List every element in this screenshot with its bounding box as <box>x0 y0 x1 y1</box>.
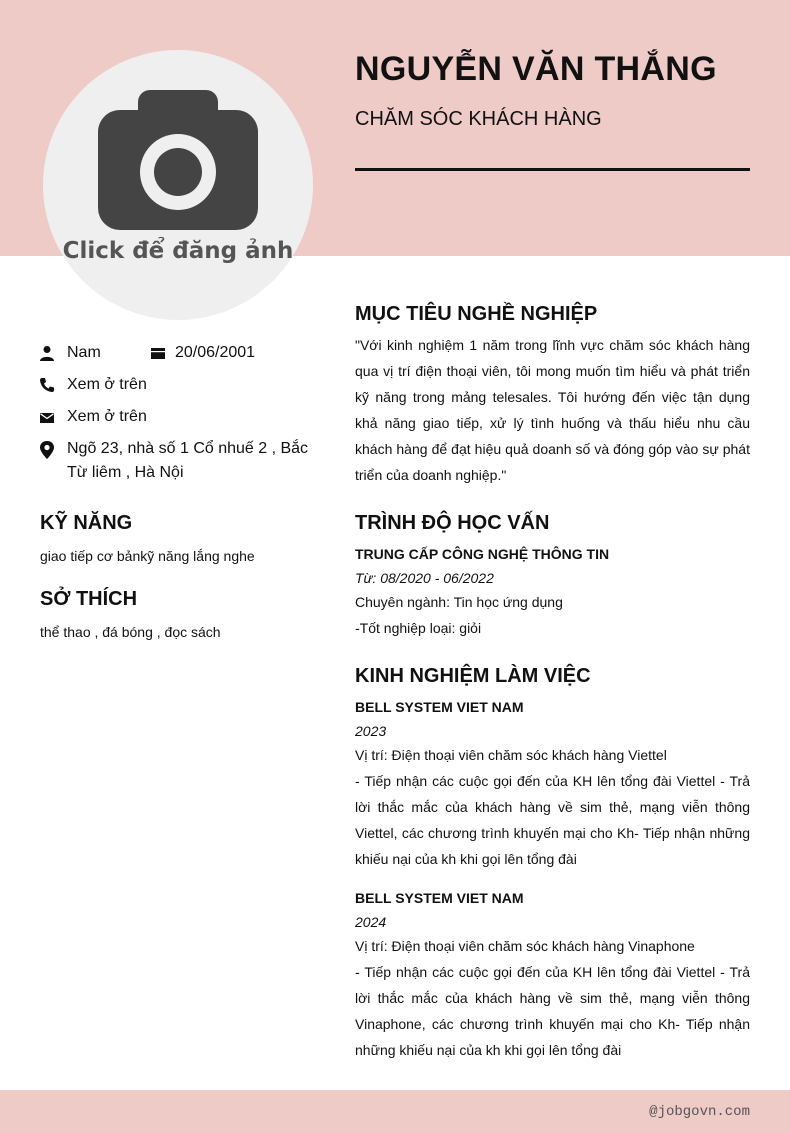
job-company: BELL SYSTEM VIET NAM <box>355 890 524 906</box>
photo-caption: Click để đăng ảnh <box>62 238 294 264</box>
education-grade: -Tốt nghiệp loại: giỏi <box>355 620 482 636</box>
camera-icon <box>98 90 258 230</box>
skills-title: KỸ NĂNG <box>40 512 133 534</box>
phone-value: Xem ở trên <box>67 376 147 393</box>
objective-title: MỤC TIÊU NGHỀ NGHIỆP <box>355 303 598 325</box>
phone-icon <box>39 377 55 393</box>
skills-text: giao tiếp cơ bảnkỹ năng lắng nghe <box>40 548 255 564</box>
job-year: 2024 <box>355 914 387 930</box>
job-year: 2023 <box>355 723 387 739</box>
email-value: Xem ở trên <box>67 408 147 425</box>
gender-value: Nam <box>67 344 101 361</box>
title-divider <box>355 168 750 171</box>
address-line-1: Ngõ 23, nhà số 1 Cổ nhuế 2 , Bắc <box>67 440 309 457</box>
school-name: TRUNG CẤP CÔNG NGHỆ THÔNG TIN <box>355 546 610 562</box>
photo-upload[interactable] <box>43 50 313 320</box>
education-period: Từ: 08/2020 - 06/2022 <box>355 570 494 586</box>
birthdate-value: 20/06/2001 <box>175 344 256 361</box>
candidate-name: NGUYỄN VĂN THẮNG <box>355 50 717 88</box>
job-company: BELL SYSTEM VIET NAM <box>355 699 524 715</box>
education-title: TRÌNH ĐỘ HỌC VẤN <box>355 512 550 534</box>
objective-text: "Với kinh nghiệm 1 năm trong lĩnh vực chăm sóc khách hàng qua vị trí điện thoại viên, tôi mong muốn tìm hiểu và phát triển kỹ năng trong mảng telesales. Tôi hướng đến việc tận dụng khả năng giao tiếp, xử lý tình huống và thấu hiểu nhu cầu khách hàng để đạt hiệu quả doanh số và đóng góp vào sự phát triển của doanh nghiệp." <box>355 337 750 483</box>
job-title: CHĂM SÓC KHÁCH HÀNG <box>355 108 602 130</box>
location-pin-icon <box>39 441 55 459</box>
experience-title: KINH NGHIỆM LÀM VIỆC <box>355 665 591 687</box>
job-position: Vị trí: Điện thoại viên chăm sóc khách hàng Vinaphone <box>355 938 695 954</box>
job-description: - Tiếp nhận các cuộc gọi đến của KH lên tổng đài Viettel - Trả lời thắc mắc của khách hàng về sim thẻ, mạng viễn thông Viettel, các chương trình khuyến mại cho Kh- Tiếp nhận những khiếu nại của kh khi gọi lên tổng đài <box>355 773 750 867</box>
education-major: Chuyên ngành: Tin học ứng dụng <box>355 594 563 610</box>
hobbies-text: thể thao , đá bóng , đọc sách <box>40 624 221 640</box>
footer-credit: @jobgovn.com <box>649 1104 750 1120</box>
job-description: - Tiếp nhận các cuộc gọi đến của KH lên tổng đài Viettel - Trả lời thắc mắc của khách hàng về sim thẻ, mạng viễn thông Vinaphone, các chương trình khuyến mại cho Kh- Tiếp nhận những khiếu nại của kh khi gọi lên tổng đài <box>355 964 750 1058</box>
address-line-2: Từ liêm , Hà Nội <box>67 464 184 481</box>
job-position: Vị trí: Điện thoại viên chăm sóc khách hàng Viettel <box>355 747 667 763</box>
person-icon <box>39 345 55 361</box>
calendar-icon <box>150 345 166 361</box>
hobbies-title: SỞ THÍCH <box>40 588 138 610</box>
mail-icon <box>39 410 55 426</box>
